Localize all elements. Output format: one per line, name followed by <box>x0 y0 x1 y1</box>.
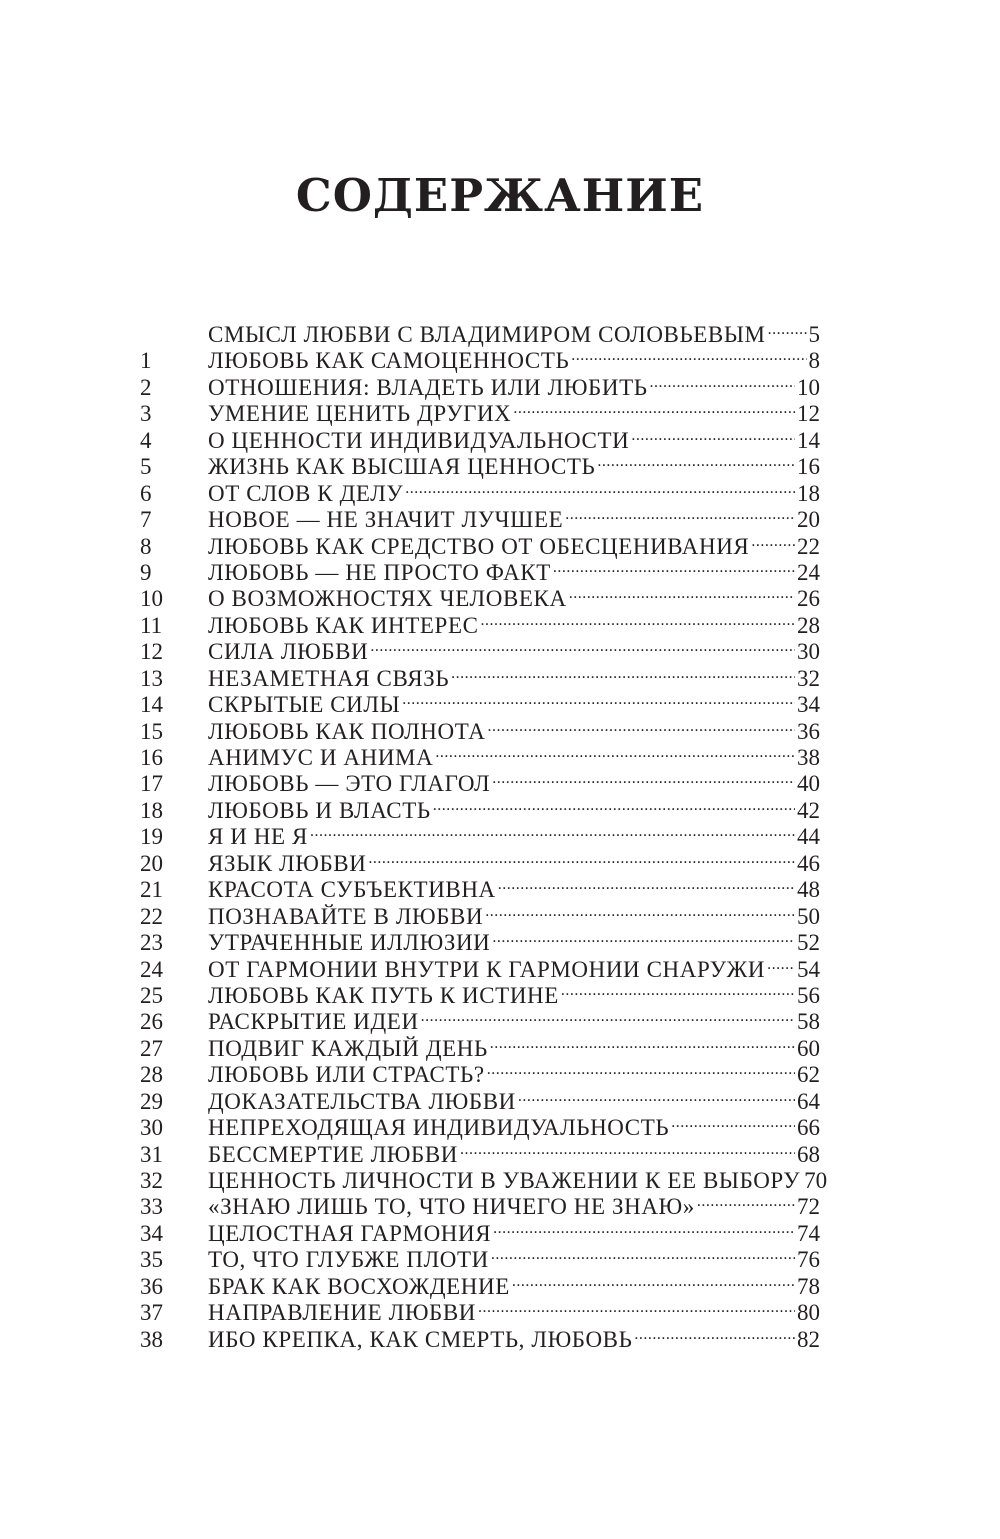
page-number: 30 <box>797 639 820 665</box>
chapter-number: 24 <box>140 956 163 982</box>
page-number: 40 <box>797 771 820 797</box>
dot-leader <box>565 501 795 527</box>
dot-leader <box>310 818 795 844</box>
chapter-number: 17 <box>140 771 163 797</box>
dot-leader <box>485 898 795 924</box>
chapter-number: 35 <box>140 1247 163 1273</box>
chapter-title: ОТ СЛОВ К ДЕЛУ <box>208 480 404 506</box>
dot-leader <box>487 713 795 739</box>
page-number: 56 <box>797 982 820 1008</box>
chapter-title: УМЕНИЕ ЦЕНИТЬ ДРУГИХ <box>208 401 512 427</box>
page-number: 50 <box>797 903 820 929</box>
dot-leader <box>513 395 795 421</box>
dot-leader <box>460 1136 795 1162</box>
chapter-title: СИЛА ЛЮБВИ <box>208 639 369 665</box>
page-number: 8 <box>808 348 820 374</box>
chapter-number: 7 <box>140 507 152 533</box>
dot-leader <box>368 845 795 871</box>
chapter-number: 29 <box>140 1088 163 1114</box>
chapter-title: ЖИЗНЬ КАК ВЫСШАЯ ЦЕННОСТЬ <box>208 454 596 480</box>
dot-leader <box>650 369 795 395</box>
dot-leader <box>433 792 795 818</box>
chapter-number: 11 <box>140 612 163 638</box>
chapter-title: АНИМУС И АНИМА <box>208 745 434 770</box>
dot-leader <box>405 475 795 501</box>
chapter-number: 21 <box>140 877 163 903</box>
chapter-title: ДОКАЗАТЕЛЬСТВА ЛЮБВИ <box>208 1088 516 1114</box>
chapter-number: 34 <box>140 1220 163 1246</box>
chapter-number: 30 <box>140 1115 163 1141</box>
dot-leader <box>481 607 795 633</box>
dot-leader <box>751 528 795 554</box>
chapter-title: ПОДВИГ КАЖДЫЙ ДЕНЬ <box>208 1035 488 1061</box>
dot-leader <box>512 1268 795 1294</box>
chapter-title: ЛЮБОВЬ — НЕ ПРОСТО ФАКТ <box>208 559 551 585</box>
page-number: 64 <box>797 1088 820 1114</box>
chapter-number: 22 <box>140 903 163 929</box>
chapter-number: 20 <box>140 850 163 876</box>
chapter-title: ИБО КРЕПКА, КАК СМЕРТЬ, ЛЮБОВЬ <box>208 1326 633 1352</box>
dot-leader <box>491 1241 795 1267</box>
chapter-title: ПОЗНАВАЙТЕ В ЛЮБВИ <box>208 903 484 929</box>
chapter-number: 9 <box>140 559 152 585</box>
chapter-number: 14 <box>140 692 163 718</box>
chapter-number: 32 <box>140 1168 163 1193</box>
chapter-title: СКРЫТЫЕ СИЛЫ <box>208 692 401 718</box>
page-number: 62 <box>797 1062 820 1088</box>
chapter-number: 3 <box>140 401 152 427</box>
chapter-title: НЕПРЕХОДЯЩАЯ ИНДИВИДУАЛЬНОСТЬ <box>208 1115 670 1141</box>
dot-leader <box>402 686 795 712</box>
page-number: 5 <box>808 322 820 347</box>
page-number: 54 <box>797 956 820 982</box>
chapter-number: 25 <box>140 982 163 1008</box>
page-number: 46 <box>797 850 820 876</box>
chapter-title: ТО, ЧТО ГЛУБЖЕ ПЛОТИ <box>208 1247 489 1273</box>
chapter-title: Я И НЕ Я <box>208 824 309 850</box>
page-number: 14 <box>797 427 820 453</box>
chapter-title: ЛЮБОВЬ КАК ПУТЬ К ИСТИНЕ <box>208 982 559 1008</box>
chapter-number: 5 <box>140 454 152 480</box>
page-number: 80 <box>797 1300 820 1326</box>
dot-leader <box>492 765 795 791</box>
page-number: 60 <box>797 1035 820 1061</box>
page-number: 28 <box>797 612 820 638</box>
dot-leader <box>498 871 795 897</box>
page-number: 12 <box>797 401 820 427</box>
chapter-title: О ВОЗМОЖНОСТЯХ ЧЕЛОВЕКА <box>208 586 567 612</box>
dot-leader <box>569 580 795 606</box>
chapter-title: ЦЕННОСТЬ ЛИЧНОСТИ В УВАЖЕНИИ К ЕЕ ВЫБОРУ <box>208 1168 801 1193</box>
chapter-title: НЕЗАМЕТНАЯ СВЯЗЬ <box>208 665 450 691</box>
page-number: 72 <box>797 1194 820 1220</box>
page-number: 76 <box>797 1247 820 1273</box>
chapter-number: 23 <box>140 930 163 956</box>
page-number: 38 <box>797 745 820 770</box>
dot-leader <box>768 316 807 342</box>
dot-leader <box>767 951 795 977</box>
page-title: СОДЕРЖАНИЕ <box>295 169 705 222</box>
page-number: 26 <box>797 586 820 612</box>
dot-leader <box>451 660 795 686</box>
dot-leader <box>370 633 795 659</box>
dot-leader <box>697 1188 795 1214</box>
chapter-number: 33 <box>140 1194 163 1220</box>
chapter-title: НОВОЕ — НЕ ЗНАЧИТ ЛУЧШЕЕ <box>208 507 564 533</box>
chapter-title: НАПРАВЛЕНИЕ ЛЮБВИ <box>208 1300 477 1326</box>
page-number: 58 <box>797 1009 820 1035</box>
page-number: 78 <box>797 1273 820 1299</box>
page-number: 24 <box>797 559 820 585</box>
chapter-number: 13 <box>140 665 163 691</box>
page-number: 66 <box>797 1115 820 1141</box>
chapter-title: РАСКРЫТИЕ ИДЕИ <box>208 1009 419 1035</box>
chapter-title: ЯЗЫК ЛЮБВИ <box>208 850 367 876</box>
chapter-number: 6 <box>140 480 152 506</box>
chapter-title: ОТ ГАРМОНИИ ВНУТРИ К ГАРМОНИИ СНАРУЖИ <box>208 956 766 982</box>
chapter-number: 28 <box>140 1062 163 1088</box>
page-number: 44 <box>797 824 820 850</box>
page-number: 32 <box>797 665 820 691</box>
chapter-number: 4 <box>140 427 152 453</box>
page-number: 48 <box>797 877 820 903</box>
chapter-number: 12 <box>140 639 163 665</box>
page-number: 34 <box>797 692 820 718</box>
page-number: 52 <box>797 930 820 956</box>
dot-leader <box>597 448 795 474</box>
chapter-number: 15 <box>140 718 163 744</box>
dot-leader <box>571 342 806 368</box>
dot-leader <box>435 739 795 765</box>
chapter-title: «ЗНАЮ ЛИШЬ ТО, ЧТО НИЧЕГО НЕ ЗНАЮ» <box>208 1194 695 1220</box>
chapter-number: 26 <box>140 1009 163 1035</box>
dot-leader <box>490 1030 795 1056</box>
chapter-title: ЛЮБОВЬ КАК СРЕДСТВО ОТ ОБЕСЦЕНИВАНИЯ <box>208 533 750 559</box>
dot-leader <box>561 977 795 1003</box>
chapter-number: 1 <box>140 348 152 374</box>
dot-leader <box>493 1215 795 1241</box>
dot-leader <box>487 1056 795 1082</box>
dot-leader <box>518 1083 795 1109</box>
chapter-title: ЛЮБОВЬ КАК ПОЛНОТА <box>208 718 486 744</box>
page-number: 70 <box>804 1168 828 1193</box>
chapter-number: 36 <box>140 1273 163 1299</box>
chapter-number: 19 <box>140 824 163 850</box>
chapter-title: О ЦЕННОСТИ ИНДИВИДУАЛЬНОСТИ <box>208 427 630 453</box>
chapter-title: ЛЮБОВЬ КАК САМОЦЕННОСТЬ <box>208 348 570 374</box>
dot-leader <box>671 1109 795 1135</box>
chapter-title: ЛЮБОВЬ ИЛИ СТРАСТЬ? <box>208 1062 485 1088</box>
chapter-number: 2 <box>140 374 152 400</box>
dot-leader <box>421 1003 795 1029</box>
chapter-title: УТРАЧЕННЫЕ ИЛЛЮЗИИ <box>208 930 491 956</box>
page-number: 20 <box>797 507 820 533</box>
table-of-contents <box>140 316 828 1352</box>
chapter-number: 37 <box>140 1300 163 1326</box>
page-number: 82 <box>797 1326 820 1352</box>
chapter-title: ОТНОШЕНИЯ: ВЛАДЕТЬ ИЛИ ЛЮБИТЬ <box>208 374 648 400</box>
dot-leader <box>553 554 795 580</box>
dot-leader <box>478 1294 795 1320</box>
page-number: 36 <box>797 718 820 744</box>
chapter-title: ЛЮБОВЬ И ВЛАСТЬ <box>208 797 431 823</box>
dot-leader <box>492 924 795 950</box>
chapter-title: ЛЮБОВЬ — ЭТО ГЛАГОЛ <box>208 771 491 797</box>
chapter-number: 10 <box>140 586 163 612</box>
page-number: 10 <box>797 374 820 400</box>
chapter-title: СМЫСЛ ЛЮБВИ С ВЛАДИМИРОМ СОЛОВЬЕВЫМ <box>208 322 766 347</box>
chapter-title: ЛЮБОВЬ КАК ИНТЕРЕС <box>208 612 479 638</box>
page-number: 16 <box>797 454 820 480</box>
chapter-title: ЦЕЛОСТНАЯ ГАРМОНИЯ <box>208 1220 492 1246</box>
chapter-number: 27 <box>140 1035 163 1061</box>
page-number: 42 <box>797 797 820 823</box>
chapter-title: БРАК КАК ВОСХОЖДЕНИЕ <box>208 1273 510 1299</box>
page-number: 18 <box>797 480 820 506</box>
dot-leader <box>631 422 795 448</box>
chapter-number: 31 <box>140 1141 163 1167</box>
chapter-number: 16 <box>140 745 163 770</box>
chapter-number: 38 <box>140 1326 163 1352</box>
toc-entry <box>140 316 820 347</box>
chapter-number: 8 <box>140 533 152 559</box>
chapter-title: КРАСОТА СУБЪЕКТИВНА <box>208 877 496 903</box>
chapter-title: БЕССМЕРТИЕ ЛЮБВИ <box>208 1141 458 1167</box>
page-number: 68 <box>797 1141 820 1167</box>
page-number: 22 <box>797 533 820 559</box>
dot-leader <box>634 1321 795 1347</box>
page-number: 74 <box>797 1220 820 1246</box>
chapter-number: 18 <box>140 797 163 823</box>
